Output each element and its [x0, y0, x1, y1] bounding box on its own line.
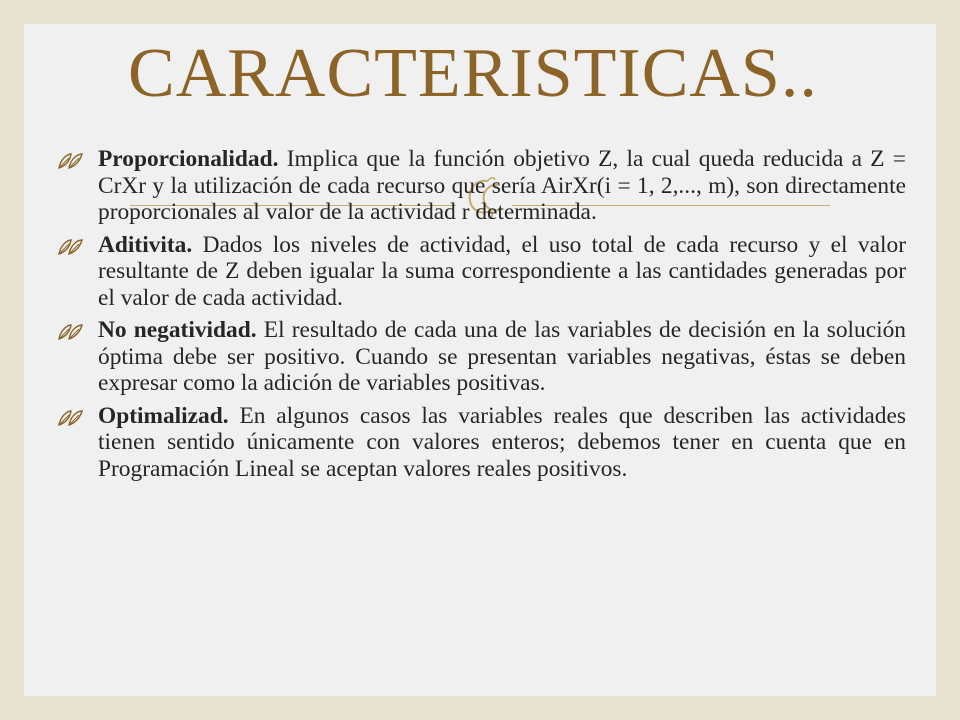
item-text: En algunos casos las variables reales que describen las actividades tienen sentido únicamente con valores enteros; debemos tener en cuenta que en Programación Lineal se aceptan valores reales positivos. [98, 402, 906, 482]
characteristics-list [58, 146, 906, 488]
item-term: No negatividad. [98, 317, 257, 343]
list-item-aditivita [58, 232, 906, 312]
item-term: Aditivita. [98, 231, 193, 258]
item-text: El resultado de cada una de las variables de decisión en la solución óptima debe ser positivo. Cuando se presentan variables negativas, éstas se deben expresar como la adición de variables positivas. [98, 317, 906, 396]
twin-leaf-bullet-icon [58, 152, 84, 170]
list-item-no-negatividad [58, 317, 906, 397]
list-item-proporcionalidad [58, 146, 906, 226]
twin-leaf-bullet-icon [58, 238, 84, 256]
twin-leaf-bullet-icon [58, 409, 84, 427]
item-text: Implica que la función objetivo Z, la cual queda reducida a Z = CrXr y la utilización de cada recurso que sería AirXr(i = 1, 2,..., m), son directamente proporcionales al valor de la actividad r determinada. [98, 146, 906, 225]
item-text: Dados los niveles de actividad, el uso total de cada recurso y el valor resultante de Z deben igualar la suma correspondiente a las cantidades generadas por el valor de cada actividad. [98, 231, 906, 311]
item-term: Optimalizad. [98, 402, 229, 429]
item-term: Proporcionalidad. [98, 146, 279, 172]
twin-leaf-bullet-icon [58, 323, 84, 341]
list-item-optimalizad [58, 403, 906, 483]
slide-title: CARACTERISTICAS.. [128, 35, 818, 112]
